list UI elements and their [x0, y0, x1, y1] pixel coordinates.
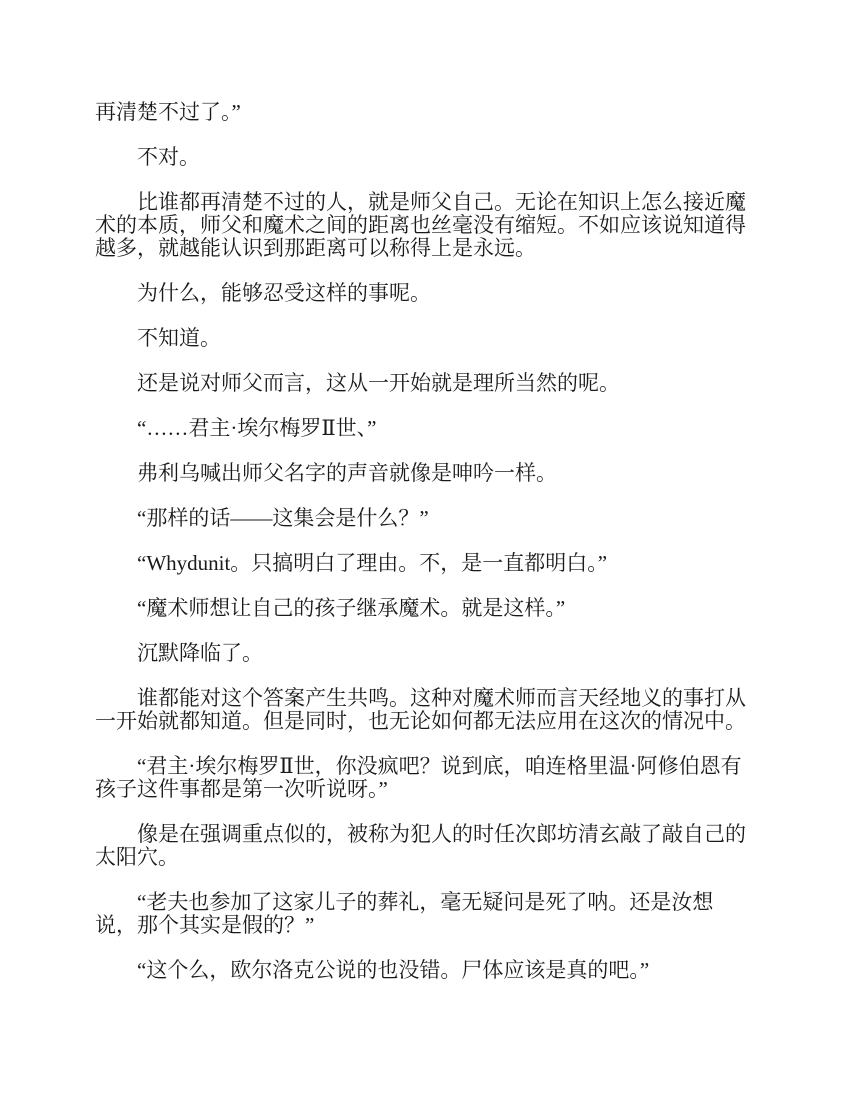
paragraph: “老夫也参加了这家儿子的葬礼，毫无疑问是死了呐。还是汝想说，那个其实是假的？” — [95, 890, 714, 937]
paragraph: “这个么，欧尔洛克公说的也没错。尸体应该是真的吧。” — [137, 958, 650, 982]
paragraph: “魔术师想让自己的孩子继承魔术。就是这样。” — [137, 596, 566, 620]
paragraph: “君主·埃尔梅罗Ⅱ世，你没疯吧？说到底，咱连格里温·阿修伯恩有孩子这件事都是第一次听说呀。” — [95, 754, 742, 801]
paragraph: 像是在强调重点似的，被称为犯人的时任次郎坊清玄敲了敲自己的太阳穴。 — [95, 822, 746, 869]
paragraph: “Whydunit。只搞明白了理由。不，是一直都明白。” — [137, 551, 608, 575]
paragraph: 还是说对师父而言，这从一开始就是理所当然的呢。 — [137, 371, 620, 395]
paragraph: 不知道。 — [137, 326, 221, 350]
paragraph: “那样的话——这集会是什么？” — [137, 506, 429, 530]
paragraph: “……君主·埃尔梅罗Ⅱ世、” — [137, 416, 377, 440]
paragraph: 为什么，能够忍受这样的事呢。 — [137, 281, 431, 305]
paragraph: 弗利乌喊出师父名字的声音就像是呻吟一样。 — [137, 461, 557, 485]
paragraph: 再清楚不过了。” — [95, 100, 241, 124]
paragraph: 不对。 — [137, 145, 200, 169]
paragraph: 沉默降临了。 — [137, 641, 263, 665]
paragraph: 比谁都再清楚不过的人，就是师父自己。无论在知识上怎么接近魔术的本质，师父和魔术之间的距离也丝毫没有缩短。不如应该说知道得越多，就越能认识到那距离可以称得上是永远。 — [95, 190, 746, 260]
paragraph: 谁都能对这个答案产生共鸣。这种对魔术师而言天经地义的事打从一开始就都知道。但是同时，也无论如何都无法应用在这次的情况中。 — [95, 686, 746, 733]
